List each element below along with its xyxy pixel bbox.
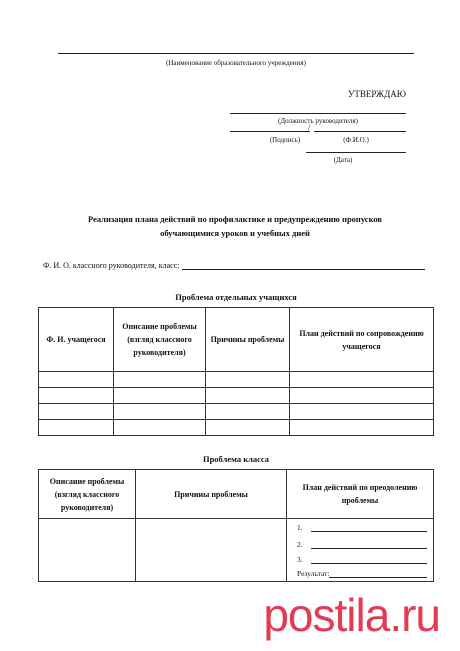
plan-item: 2. [297,532,433,549]
table-row [39,388,434,404]
cell[interactable] [206,372,290,388]
col-class-problem-causes: Причины проблемы [136,470,287,519]
students-table-header [39,308,434,372]
col-action-plan: План действий по сопровождению учащегося [290,308,434,372]
cell[interactable] [206,388,290,404]
col-class-action-plan: План действий по преодолению проблемы [287,470,434,519]
plan-item: 1. [297,521,433,532]
cell[interactable] [136,519,287,582]
cell[interactable] [114,372,206,388]
cell[interactable] [206,420,290,436]
teacher-fill-line [182,261,425,270]
cell[interactable] [39,519,136,582]
title-line-1: Реализация плана действий по профилактике и предупреждению пропусков [88,214,382,224]
cell[interactable] [290,420,434,436]
date-line [306,152,406,153]
col-problem-causes: Причины проблемы [206,308,290,372]
class-table [38,469,434,582]
org-name-line [58,53,414,54]
teacher-label: Ф. И. О. классного руководителя, класс: [43,261,180,270]
cell[interactable] [206,404,290,420]
col-problem-description: Описание проблемы (взгляд классного руководителя) [114,308,206,372]
position-caption: (Должность руководителя) [278,117,358,125]
cell[interactable] [290,372,434,388]
section2-heading: Проблема класса [202,454,270,464]
fio-line [314,131,406,132]
students-table [38,307,434,436]
title-line-2: обучающимися уроков и учебных дней [160,228,310,238]
cell[interactable] [39,388,114,404]
cell[interactable] [39,420,114,436]
signature-line [230,131,310,132]
cell[interactable] [114,388,206,404]
table-row [39,420,434,436]
section1-heading: Проблема отдельных учащихся [175,292,297,302]
class-table-header [39,470,434,519]
result-line: Результат: [297,564,433,578]
signature-slash: / [308,123,311,132]
approve-label: УТВЕРЖДАЮ [348,89,407,99]
cell[interactable] [39,372,114,388]
org-name-caption: (Наименование образовательного учреждения) [166,59,306,67]
col-student-name: Ф. И. учащегося [39,308,114,372]
plan-cell[interactable] [287,519,434,582]
cell[interactable] [290,404,434,420]
signature-caption: (Подпись) [269,136,301,144]
teacher-line [43,261,425,270]
cell[interactable] [290,388,434,404]
col-class-problem-description: Описание проблемы (взгляд классного руководителя) [39,470,136,519]
cell[interactable] [114,420,206,436]
fio-caption: (Ф.И.О.) [343,136,369,144]
watermark-logo: postila.ru [263,589,440,641]
cell[interactable] [114,404,206,420]
cell[interactable] [39,404,114,420]
table-row [39,519,434,582]
position-line [230,113,406,114]
plan-item: 3. [297,549,433,564]
document-title [40,212,430,240]
table-row [39,372,434,388]
table-row [39,404,434,420]
date-caption: (Дата) [333,156,353,164]
